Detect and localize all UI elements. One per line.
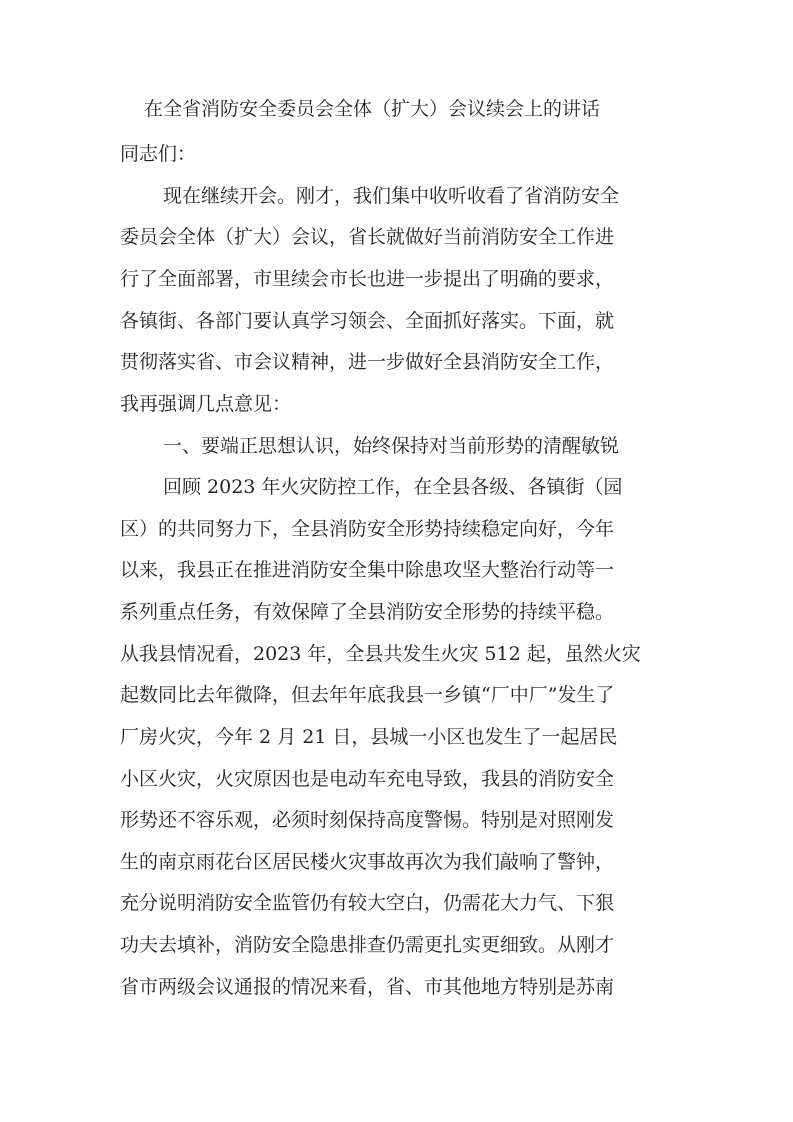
body-line: 委员会全体（扩大）会议，省长就做好当前消防安全工作进: [120, 226, 615, 248]
body-line: 形势还不容乐观，必须时刻保持高度警惕。特别是对照刚发: [120, 809, 615, 831]
body-line: 从我县情况看，2023 年，全县共发生火灾 512 起，虽然火灾: [120, 643, 641, 665]
body-line: 生的南京雨花台区居民楼火灾事故再次为我们敲响了警钟，: [120, 851, 615, 873]
body-line: 功夫去填补，消防安全隐患排查仍需更扎实更细致。从刚才: [120, 934, 615, 956]
salutation: 同志们：: [120, 143, 197, 165]
body-line: 小区火灾，火灾原因也是电动车充电导致，我县的消防安全: [120, 768, 615, 790]
body-line: 贯彻落实省、市会议精神，进一步做好全县消防安全工作，: [120, 351, 615, 373]
body-line: 回顾 2023 年火灾防控工作，在全县各级、各镇街（园: [163, 476, 623, 498]
section-heading: 一、要端正思想认识，始终保持对当前形势的清醒敏锐: [163, 435, 620, 457]
body-line: 厂房火灾，今年 2 月 21 日，县城一小区也发生了一起居民: [120, 726, 618, 748]
body-line: 各镇街、各部门要认真学习领会、全面抓好落实。下面，就: [120, 310, 615, 332]
body-line: 区）的共同努力下，全县消防安全形势持续稳定向好，今年: [120, 518, 615, 540]
body-line: 现在继续开会。刚才，我们集中收听收看了省消防安全: [163, 185, 620, 207]
body-line: 我再强调几点意见：: [120, 393, 292, 415]
body-line: 充分说明消防安全监管仍有较大空白，仍需花大力气、下狠: [120, 892, 615, 914]
body-line: 系列重点任务，有效保障了全县消防安全形势的持续平稳。: [120, 601, 615, 623]
body-line: 起数同比去年微降，但去年年底我县一乡镇“厂中厂”发生了: [120, 684, 615, 706]
body-line: 省市两级会议通报的情况来看，省、市其他地方特别是苏南: [120, 976, 615, 998]
body-line: 行了全面部署，市里续会市长也进一步提出了明确的要求，: [120, 268, 615, 290]
body-line: 以来，我县正在推进消防安全集中除患攻坚大整治行动等一: [120, 559, 615, 581]
document-title: 在全省消防安全委员会全体（扩大）会议续会上的讲话: [144, 98, 601, 120]
